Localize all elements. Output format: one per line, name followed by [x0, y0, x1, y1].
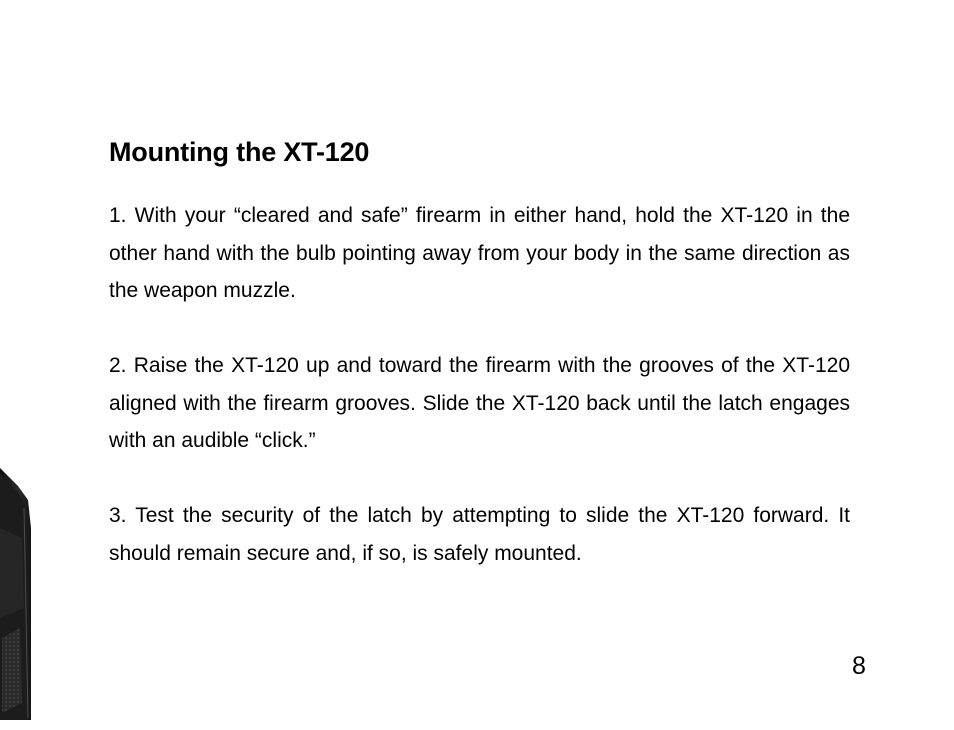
document-body [109, 134, 850, 572]
instruction-step-1: 1. With your “cleared and safe” firearm in either hand, hold the XT-120 in the other hand with the bulb pointing away from your body in the same direction as the weapon muzzle. [109, 204, 850, 302]
section-title: Mounting the XT-120 [109, 137, 370, 167]
instruction-step-2: 2. Raise the XT-120 up and toward the firearm with the grooves of the XT-120 aligned with the firearm grooves. Slide the XT-120 back until the latch engages with an audible “click.” [109, 354, 850, 452]
page-number: 8 [852, 652, 866, 680]
instruction-step-3: 3. Test the security of the latch by attempting to slide the XT-120 forward. It should remain secure and, if so, is safely mounted. [109, 504, 850, 565]
flashlight-device-image [0, 468, 32, 720]
